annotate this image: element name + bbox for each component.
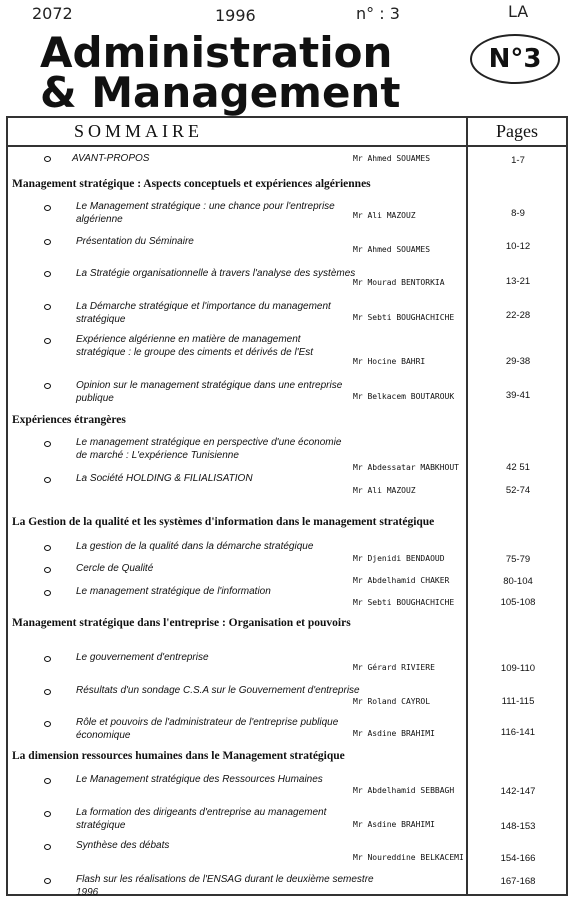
bullet-icon [44,304,51,310]
entry-pages: 142-147 [500,786,536,797]
toc-heading: SOMMAIRE [74,121,204,141]
journal-title-line2: & Management [40,68,401,117]
entry-title: Le Management stratégique : une chance pour l'entreprise algérienne [76,201,335,225]
bullet-icon [44,239,51,245]
entry-pages: 111-115 [501,696,535,707]
entry-title: La Stratégie organisationnelle à travers l'analyse des systèmes [76,268,356,279]
entry-title: Opinion sur le management stratégique dans une entreprise publique [76,380,343,404]
entry-author: Mr Ahmed SOUAMES [353,154,431,163]
entry-author: Mr Sebti BOUGHACHICHE [353,313,455,322]
entry-author: Mr Ali MAZOUZ [353,211,416,220]
entry-pages: 109-110 [500,663,536,674]
bullet-icon [44,205,51,211]
entry-author: Mr Sebti BOUGHACHICHE [353,598,455,607]
handwritten-number: 2072 [32,4,73,23]
entry-author: Mr Abdelhamid SEBBAGH [353,786,455,795]
entry-pages: 167-168 [500,876,536,887]
entry-title: Synthèse des débats [76,840,170,851]
entry-author: Mr Abdelhamid CHAKER [353,576,450,585]
pages-heading: Pages [496,121,538,141]
entry-pages: 10-12 [505,241,531,252]
entry-pages: 1-7 [511,155,525,166]
entry-pages: 22-28 [505,310,531,321]
entry-author: Mr Noureddine BELKACEMI [353,853,464,862]
bullet-icon [44,383,51,389]
entry-title: Cercle de Qualité [76,563,154,574]
section-title: La dimension ressources humaines dans le Management stratégique [12,750,345,762]
entry-title: Le management stratégique de l'information [76,586,271,597]
bullet-icon [44,811,51,817]
column-divider [466,118,468,896]
bullet-icon [44,878,51,884]
entry-title: La gestion de la qualité dans la démarche stratégique [76,541,314,552]
bullet-icon [44,689,51,695]
bullet-icon [44,721,51,727]
entry-title: AVANT-PROPOS [72,153,150,164]
section-title: Management stratégique dans l'entreprise : Organisation et pouvoirs [12,617,351,629]
entry-author: Mr Hocine BAHRI [353,357,426,366]
entry-title: Résultats d'un sondage C.S.A sur le Gouvernement d'entreprise [76,685,360,696]
entry-author: Mr Ali MAZOUZ [353,486,416,495]
handwritten-issue-note: n° : 3 [356,4,400,23]
bullet-icon [44,271,51,277]
bullet-icon [44,156,51,162]
entry-author: Mr Abdessatar MABKHOUT [353,463,459,472]
section-title: Expériences étrangères [12,414,126,426]
entry-pages: 75-79 [505,554,531,565]
entry-author: Mr Belkacem BOUTAROUK [353,392,455,401]
bullet-icon [44,338,51,344]
entry-title: Expérience algérienne en matière de management stratégique : le groupe des ciments et dérivés de l'Est [76,334,314,358]
bullet-icon [44,545,51,551]
entry-author: Mr Ahmed SOUAMES [353,245,431,254]
entry-pages: 13-21 [505,276,531,287]
entry-pages: 116-141 [500,727,536,738]
bullet-icon [44,567,51,573]
entry-title: Rôle et pouvoirs de l'administrateur de l'entreprise publique économique [76,717,339,741]
entry-title: Le gouvernement d'entreprise [76,652,209,663]
bullet-icon [44,590,51,596]
bullet-icon [44,441,51,447]
entry-pages: 52-74 [505,485,531,496]
entry-pages: 105-108 [500,597,536,608]
entry-pages: 148-153 [500,821,536,832]
journal-title-line1: Administration [40,28,393,77]
section-title: Management stratégique : Aspects conceptuels et expériences algériennes [12,178,371,190]
handwritten-year: 1996 [215,6,256,25]
entry-pages: 80-104 [503,576,533,587]
entry-pages: 154-166 [500,853,536,864]
entry-pages: 39-41 [505,390,531,401]
bullet-icon [44,778,51,784]
entry-title: La formation des dirigeants d'entreprise au management stratégique [76,807,327,831]
entry-pages: 29-38 [505,356,531,367]
entry-title: La Démarche stratégique et l'importance du management stratégique [76,301,331,325]
issue-badge: N°3 [470,34,560,84]
entry-author: Mr Mourad BENTORKIA [353,278,445,287]
entry-pages: 8-9 [511,208,525,219]
bullet-icon [44,656,51,662]
entry-title: Le Management stratégique des Ressources Humaines [76,774,323,785]
entry-title: La Société HOLDING & FILIALISATION [76,473,253,484]
header-rule [8,145,566,147]
entry-author: Mr Asdine BRAHIMI [353,729,435,738]
bullet-icon [44,477,51,483]
entry-author: Mr Gérard RIVIERE [353,663,435,672]
entry-title: Le management stratégique en perspective d'une économie de marché : L'expérience Tunisienne [76,437,342,461]
handwritten-mark: LA [508,2,529,21]
entry-author: Mr Djenidi BENDAOUD [353,554,445,563]
bullet-icon [44,844,51,850]
section-title: La Gestion de la qualité et les systèmes d'information dans le management stratégique [12,516,435,528]
entry-title: Flash sur les réalisations de l'ENSAG durant le deuxième semestre 1996 [76,874,374,898]
entry-author: Mr Roland CAYROL [353,697,431,706]
entry-author: Mr Asdine BRAHIMI [353,820,435,829]
entry-pages: 42 51 [506,462,530,473]
entry-title: Présentation du Séminaire [76,236,194,247]
